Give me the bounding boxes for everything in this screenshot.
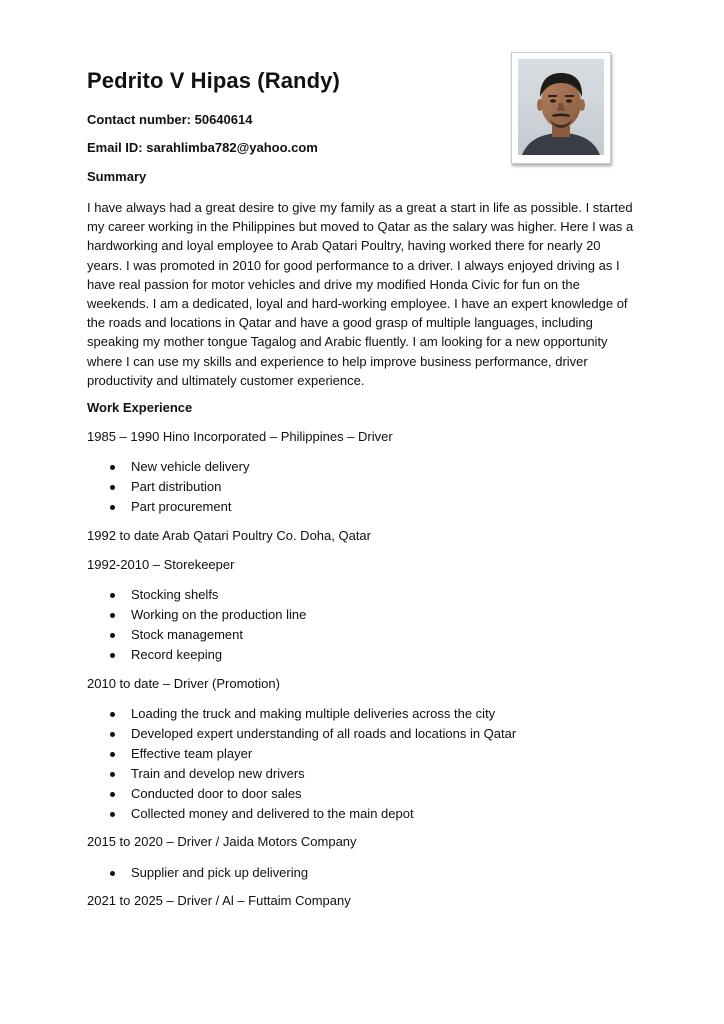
candidate-name: Pedrito V Hipas (Randy) [87, 68, 340, 93]
summary-text: I have always had a great desire to give my family as a great a start in life as possible. I started my career working in the Philippines but moved to Qatar as the salary was higher. Here I was a hardworking and loyal employee to Arab Qatari Poultry, having worked there for nearly 20 years. I was promoted in 2010 for good performance to a driver. I always enjoyed driving as I have real passion for motor vehicles and drive my modified Honda Civic for fun on the weekends. I am a dedicated, loyal and hard-working employee. I have an expert knowledge of the roads and locations in Qatar and have a good grasp of multiple languages, including speaking my mother tongue Tagalog and Arabic fluently. I am looking for a new opportunity where I can use my skills and experience to help improve business performance, driver productivity and ultimately customer experience. [87, 200, 634, 388]
list-item: Stocking shelfs [87, 585, 306, 605]
list-item: Train and develop new drivers [87, 764, 516, 784]
list-item: New vehicle delivery [87, 457, 250, 477]
list-item: Working on the production line [87, 605, 306, 625]
profile-photo-image [518, 59, 604, 155]
contact-number: Contact number: 50640614 [87, 112, 253, 127]
job-duties-driver-promotion [87, 704, 516, 824]
list-item: Part distribution [87, 477, 250, 497]
job-title-jaida: 2015 to 2020 – Driver / Jaida Motors Company [87, 834, 357, 849]
job-duties-jaida [87, 863, 308, 883]
list-item: Record keeping [87, 645, 306, 665]
list-item: Loading the truck and making multiple deliveries across the city [87, 704, 516, 724]
list-item: Developed expert understanding of all roads and locations in Qatar [87, 724, 516, 744]
list-item: Part procurement [87, 497, 250, 517]
job-duties-storekeeper [87, 585, 306, 665]
list-item: Stock management [87, 625, 306, 645]
job-duties-hino [87, 457, 250, 517]
company-arab-qatari-poultry: 1992 to date Arab Qatari Poultry Co. Doha, Qatar [87, 528, 371, 543]
summary-heading: Summary [87, 169, 147, 184]
job-title-futtaim: 2021 to 2025 – Driver / Al – Futtaim Company [87, 893, 351, 908]
job-title-hino: 1985 – 1990 Hino Incorporated – Philippines – Driver [87, 429, 393, 444]
list-item: Conducted door to door sales [87, 784, 516, 804]
email-address: Email ID: sarahlimba782@yahoo.com [87, 140, 318, 155]
work-experience-heading: Work Experience [87, 400, 193, 415]
list-item: Effective team player [87, 744, 516, 764]
list-item: Collected money and delivered to the main depot [87, 804, 516, 824]
profile-photo [511, 52, 611, 164]
list-item: Supplier and pick up delivering [87, 863, 308, 883]
job-title-storekeeper: 1992-2010 – Storekeeper [87, 557, 235, 572]
job-title-driver-promotion: 2010 to date – Driver (Promotion) [87, 676, 280, 691]
